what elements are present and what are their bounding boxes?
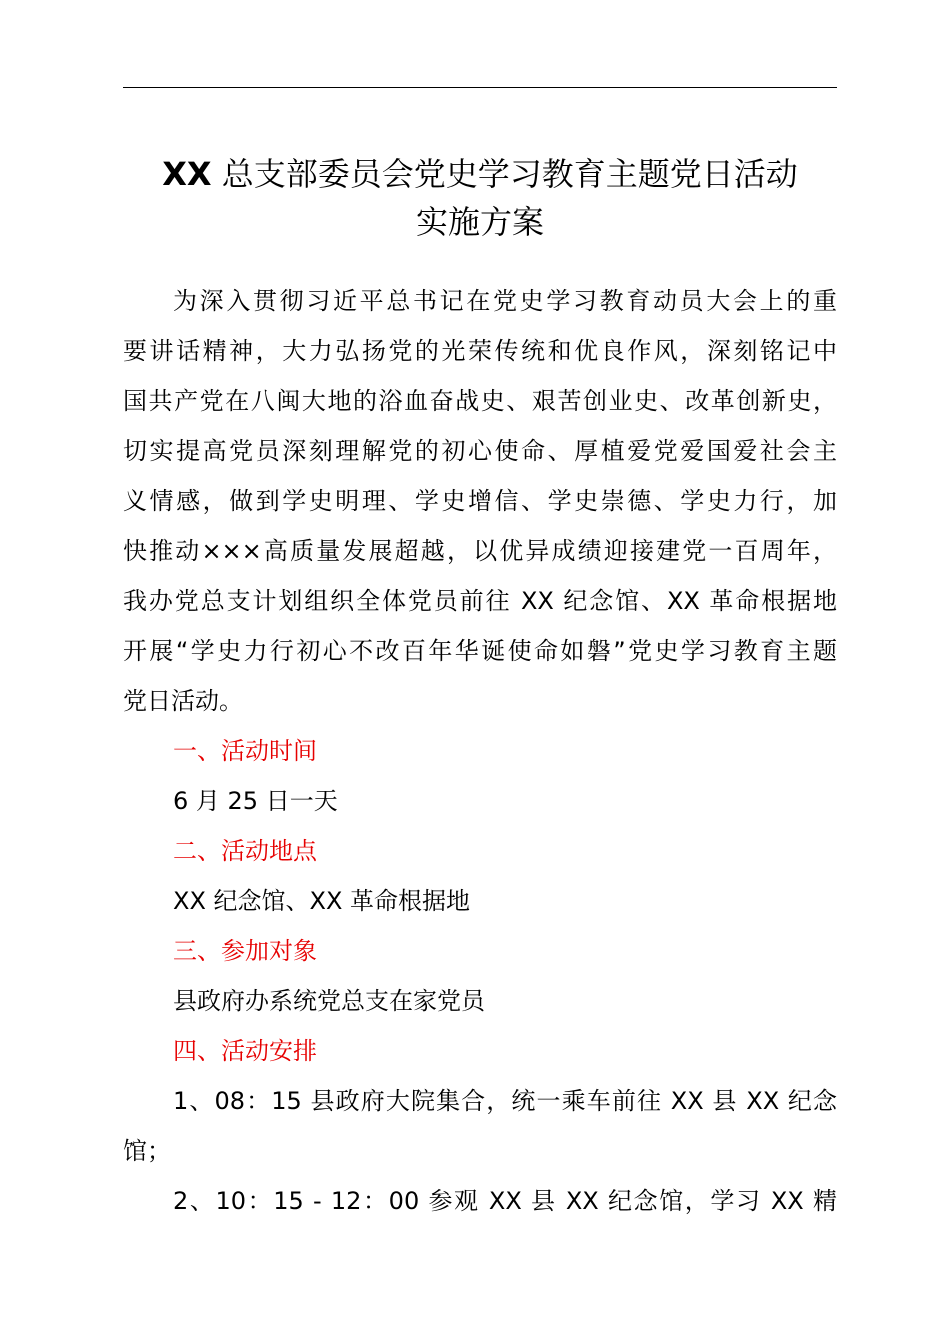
intro-line: 党日活动。 (123, 687, 243, 715)
document-title-line1 (100, 150, 860, 198)
intro-line: 为深入贯彻习近平总书记在党史学习教育动员大会上的重 (173, 287, 837, 315)
document-title-line2: 实施方案 (415, 203, 544, 241)
intro-line: 国共产党在八闽大地的浴血奋战史、艰苦创业史、改革创新史， (123, 387, 837, 415)
schedule-line: 馆； (123, 1137, 171, 1165)
intro-line: 义情感，做到学史明理、学史增信、学史崇德、学史力行，加 (123, 487, 837, 515)
section-content-participants: 县政府办系统党总支在家党员 (173, 987, 485, 1015)
schedule-line: 1、08：15 县政府大院集合，统一乘车前往 XX 县 XX 纪念 (173, 1087, 837, 1115)
section-content-location: XX 纪念馆、XX 革命根据地 (173, 887, 471, 915)
schedule-line: 2、10：15 - 12：00 参观 XX 县 XX 纪念馆，学习 XX 精 (173, 1187, 837, 1215)
title-line1-text: 总支部委员会党史学习教育主题党日活动 (221, 155, 798, 193)
intro-line: 要讲话精神，大力弘扬党的光荣传统和优良作风，深刻铭记中 (123, 337, 837, 365)
title-prefix: XX (162, 155, 212, 193)
section-heading-schedule: 四、活动安排 (173, 1037, 317, 1065)
intro-line: 我办党总支计划组织全体党员前往 XX 纪念馆、XX 革命根据地 (123, 587, 837, 615)
intro-line: 切实提高党员深刻理解党的初心使命、厚植爱党爱国爱社会主 (123, 437, 837, 465)
header-rule (123, 87, 837, 88)
section-heading-participants: 三、参加对象 (173, 937, 317, 965)
section-heading-time: 一、活动时间 (173, 737, 317, 765)
intro-line: 开展“学史力行初心不改百年华诞使命如磐”党史学习教育主题 (123, 637, 837, 665)
section-heading-location: 二、活动地点 (173, 837, 317, 865)
section-content-time: 6 月 25 日一天 (173, 787, 338, 815)
document-body (123, 276, 837, 1226)
intro-line: 快推动×××高质量发展超越，以优异成绩迎接建党一百周年， (123, 537, 837, 565)
